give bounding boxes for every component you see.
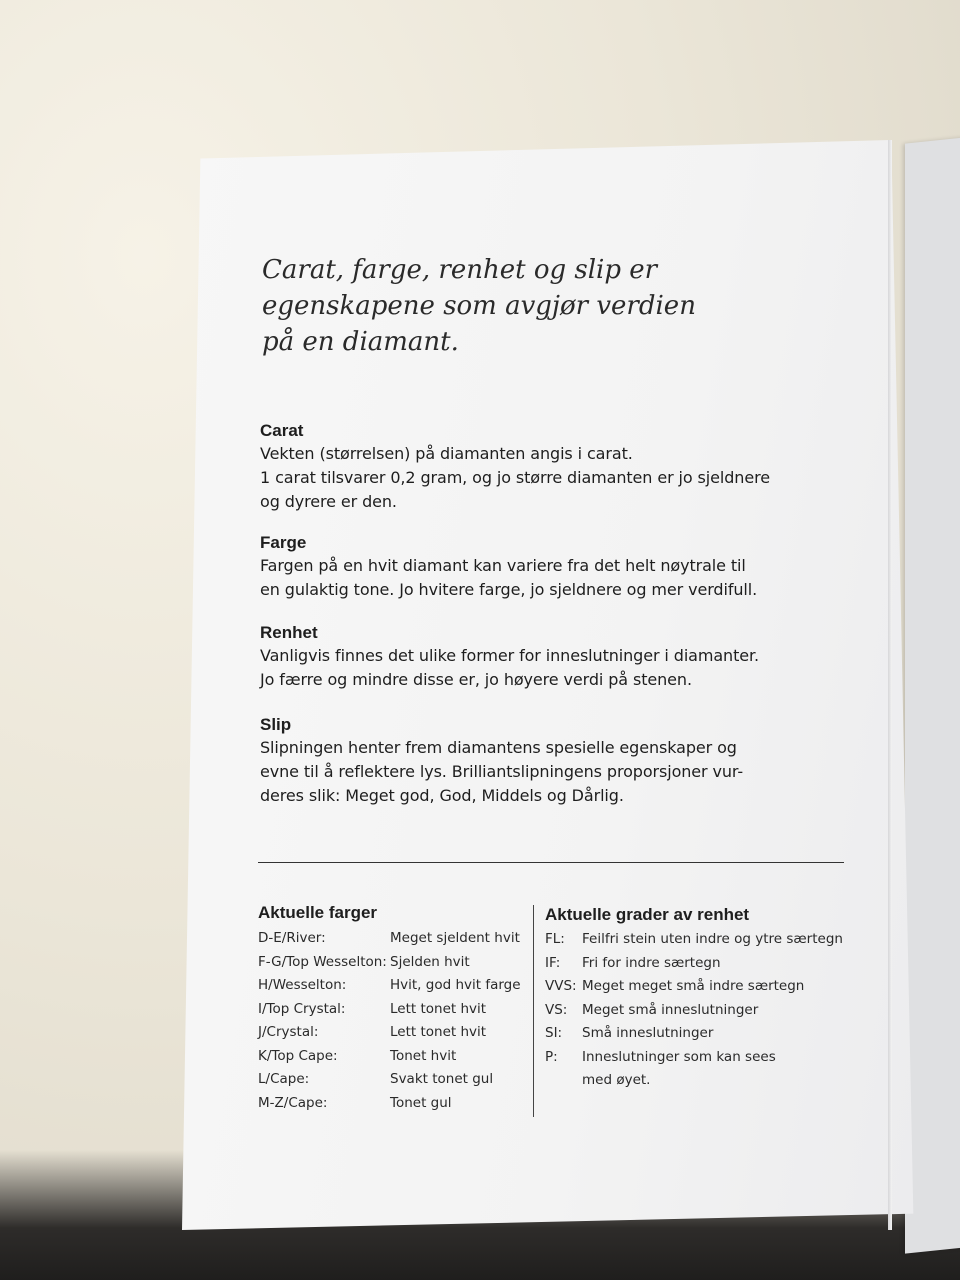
color-description: Lett tonet hvit xyxy=(390,1000,487,1017)
section-line: evne til å reflektere lys. Brilliantslipningens proporsjoner vur- xyxy=(260,762,744,781)
clarity-description: Små inneslutninger xyxy=(582,1025,714,1041)
color-description: Tonet hvit xyxy=(390,1047,457,1064)
table-row xyxy=(545,1002,845,1026)
clarity-grade: P: xyxy=(545,1048,558,1065)
table-row xyxy=(258,1001,528,1025)
color-grade: L/Cape: xyxy=(258,1071,310,1087)
color-grade: H/Wesselton: xyxy=(258,977,347,993)
color-grade: M-Z/Cape: xyxy=(258,1094,328,1111)
color-grade: K/Top Cape: xyxy=(258,1047,338,1064)
clarity-table xyxy=(545,931,845,1096)
section-line: Vekten (størrelsen) på diamanten angis i carat. xyxy=(260,444,633,463)
clarity-description: Meget meget små indre særtegn xyxy=(582,978,805,994)
section-line: Jo færre og mindre disse er, jo høyere verdi på stenen. xyxy=(260,670,692,689)
section-line: deres slik: Meget god, God, Middels og Dårlig. xyxy=(260,786,624,805)
section-farge xyxy=(260,532,860,602)
page-title: Carat, farge, renhet og slip er egenskapene som avgjør verdien på en diamant. xyxy=(262,255,696,357)
color-description: Svakt tonet gul xyxy=(390,1071,494,1087)
table-row xyxy=(258,1071,528,1095)
section-heading: Slip xyxy=(260,715,292,734)
clarity-description: Inneslutninger som kan sees xyxy=(582,1048,776,1065)
color-grade: F-G/Top Wesselton: xyxy=(258,953,387,970)
column-divider xyxy=(533,905,534,1117)
section-line: Fargen på en hvit diamant kan variere fra det helt nøytrale til xyxy=(260,556,746,575)
table-row xyxy=(545,1025,845,1049)
table-row xyxy=(545,1049,845,1073)
horizontal-divider xyxy=(258,862,844,863)
color-description: Sjelden hvit xyxy=(390,953,470,970)
table-row xyxy=(545,931,845,955)
table-row xyxy=(258,930,528,954)
table-row xyxy=(258,1024,528,1048)
section-line: Slipningen henter frem diamantens spesielle egenskaper og xyxy=(260,738,737,757)
clarity-grade: SI: xyxy=(545,1025,563,1041)
clarity-description: Meget små inneslutninger xyxy=(582,1001,759,1018)
color-description: Tonet gul xyxy=(390,1094,452,1111)
clarity-description: Fri for indre særtegn xyxy=(582,954,721,971)
color-description: Lett tonet hvit xyxy=(390,1024,487,1040)
section-line: 1 carat tilsvarer 0,2 gram, og jo større diamanten er jo sjeldnere xyxy=(260,468,770,487)
colors-heading: Aktuelle farger xyxy=(258,903,378,922)
clarity-grade: FL: xyxy=(545,931,565,947)
table-row xyxy=(258,1048,528,1072)
color-description: Hvit, god hvit farge xyxy=(390,977,521,993)
clarity-grade: VVS: xyxy=(545,978,577,994)
clarity-description: Feilfri stein uten indre og ytre særtegn xyxy=(582,931,843,947)
section-carat xyxy=(260,420,860,514)
table-row xyxy=(258,954,528,978)
clarity-heading: Aktuelle grader av renhet xyxy=(545,905,750,924)
clarity-description: med øyet. xyxy=(582,1072,651,1088)
section-heading: Renhet xyxy=(260,623,318,642)
colors-table xyxy=(258,930,528,1118)
color-description: Meget sjeldent hvit xyxy=(390,930,520,946)
section-line: og dyrere er den. xyxy=(260,492,397,511)
table-row xyxy=(258,977,528,1001)
clarity-grade: IF: xyxy=(545,954,561,971)
clarity-grade: VS: xyxy=(545,1001,568,1018)
section-line: Vanligvis finnes det ulike former for inneslutninger i diamanter. xyxy=(260,646,760,665)
table-row xyxy=(545,1072,845,1096)
table-row xyxy=(258,1095,528,1119)
section-slip xyxy=(260,714,860,808)
color-grade: J/Crystal: xyxy=(258,1024,319,1040)
color-grade: I/Top Crystal: xyxy=(258,1000,346,1017)
section-heading: Carat xyxy=(260,421,304,440)
table-row xyxy=(545,955,845,979)
section-heading: Farge xyxy=(260,533,307,552)
table-row xyxy=(545,978,845,1002)
color-grade: D-E/River: xyxy=(258,930,326,946)
section-renhet xyxy=(260,622,860,692)
section-line: en gulaktig tone. Jo hvitere farge, jo sjeldnere og mer verdifull. xyxy=(260,580,758,599)
